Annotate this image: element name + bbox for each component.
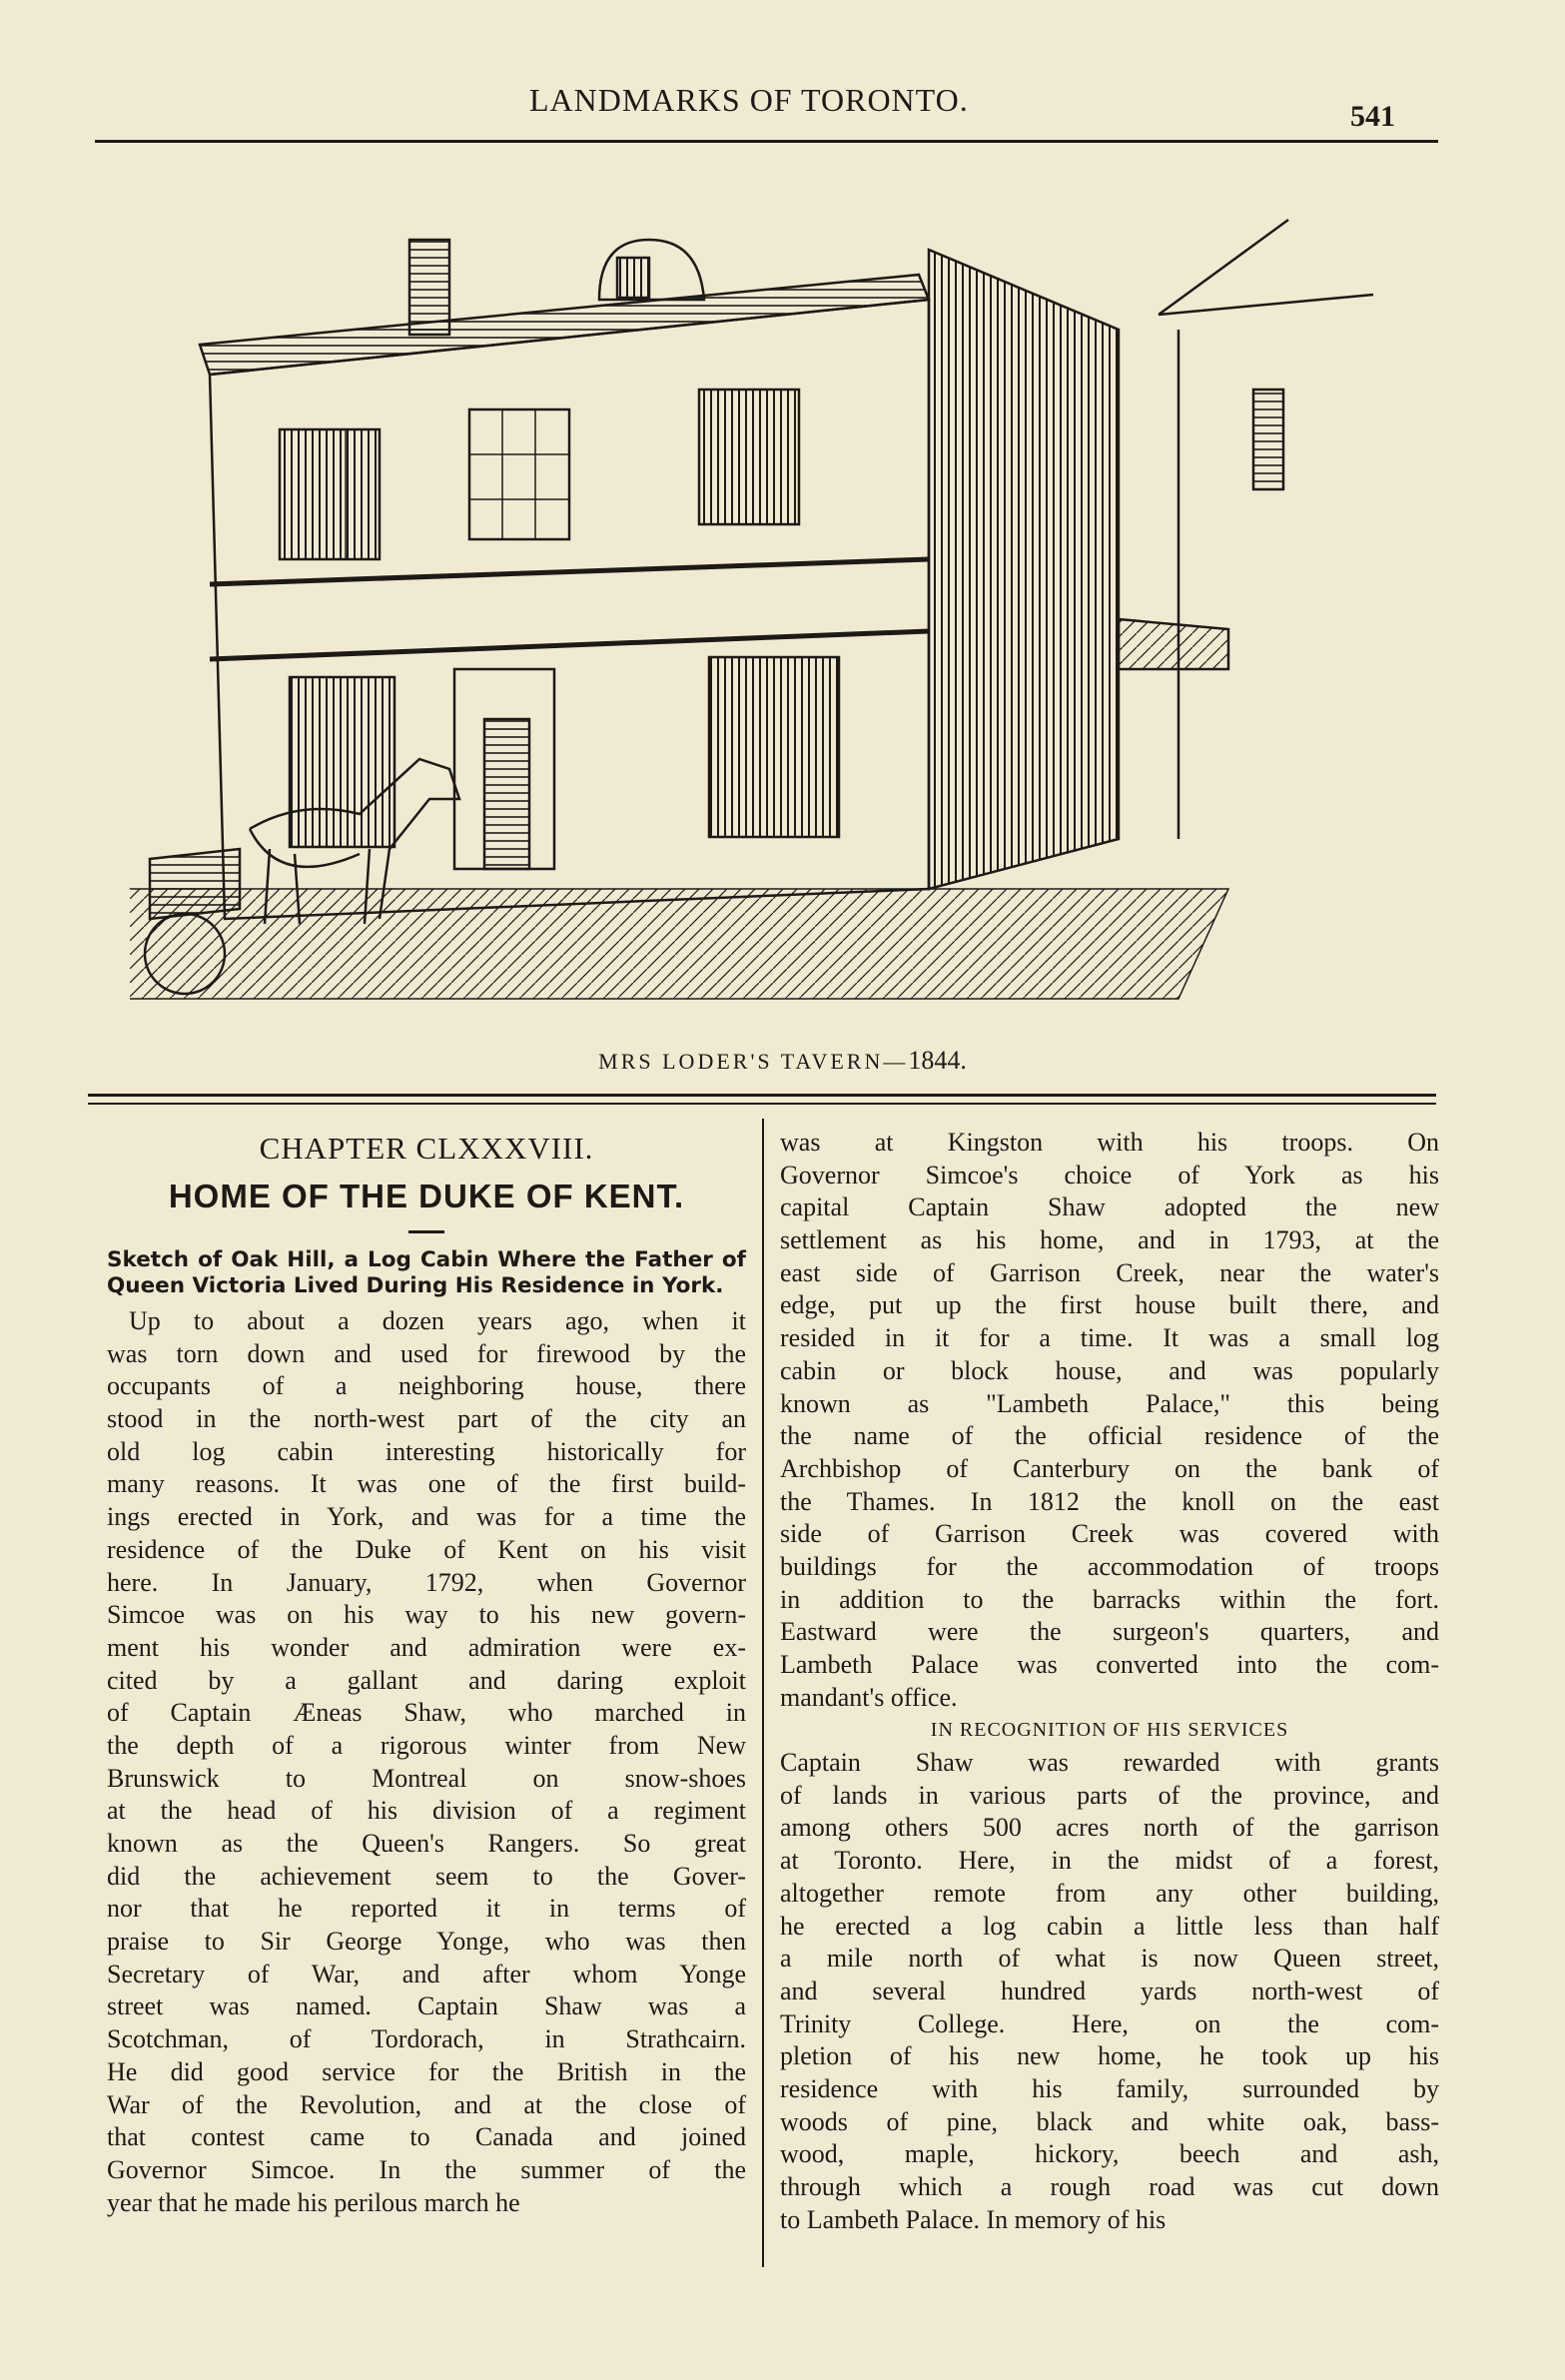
text-line: the name of the official residence of the xyxy=(780,1421,1439,1451)
text-line: east side of Garrison Creek, near the water's xyxy=(780,1257,1439,1287)
text-line: Scotchman, of Tordorach, in Strathcairn. xyxy=(107,2024,746,2054)
text-line: year that he made his perilous march he xyxy=(107,2187,520,2217)
text-line: pletion of his new home, he took up his xyxy=(780,2041,1439,2071)
text-line: a mile north of what is now Queen street, xyxy=(780,1944,1439,1974)
text-line: among others 500 acres north of the garrison xyxy=(780,1813,1439,1843)
text-line: and several hundred yards north-west of xyxy=(780,1976,1439,2005)
text-line: Trinity College. Here, on the com- xyxy=(780,2008,1439,2038)
text-line: edge, put up the first house built there, and xyxy=(780,1290,1439,1320)
text-line: Governor Simcoe's choice of York as his xyxy=(780,1160,1439,1190)
text-line: here. In January, 1792, when Governor xyxy=(107,1567,746,1597)
section-heading: IN RECOGNITION OF HIS SERVICES xyxy=(930,1719,1289,1742)
header-rule xyxy=(95,140,1438,143)
text-line: was torn down and used for firewood by the xyxy=(107,1338,746,1368)
section-rule-bottom xyxy=(88,1103,1436,1105)
text-line: Eastward were the surgeon's quarters, and xyxy=(780,1617,1439,1647)
right-column xyxy=(780,1127,1439,2236)
column-divider xyxy=(762,1119,764,2267)
text-line: cited by a gallant and daring exploit xyxy=(107,1665,746,1695)
text-line: old log cabin interesting historically for xyxy=(107,1436,746,1466)
caption-year: 1844. xyxy=(908,1046,967,1075)
text-line: residence with his family, surrounded by xyxy=(780,2073,1439,2103)
text-line: stood in the north-west part of the city an xyxy=(107,1404,746,1434)
text-line: at the head of his division of a regiment xyxy=(107,1796,746,1826)
text-line: many reasons. It was one of the first build- xyxy=(107,1469,746,1499)
chapter-title: HOME OF THE DUKE OF KENT. xyxy=(168,1178,685,1214)
text-line: occupants of a neighboring house, there xyxy=(107,1371,746,1401)
text-line: of lands in various parts of the province, and xyxy=(780,1780,1439,1810)
text-line: ment his wonder and admiration were ex- xyxy=(107,1632,746,1662)
text-line: Up to about a dozen years ago, when it xyxy=(129,1306,746,1335)
text-line: Secretary of War, and after whom Yonge xyxy=(107,1959,746,1988)
text-line: woods of pine, black and white oak, bass- xyxy=(780,2106,1439,2136)
tavern-illustration xyxy=(130,200,1378,1029)
text-line: Brunswick to Montreal on snow-shoes xyxy=(107,1763,746,1793)
text-line: Archbishop of Canterbury on the bank of xyxy=(780,1453,1439,1483)
right-body-text-a xyxy=(780,1127,1439,1714)
chapter-number: CHAPTER CLXXXVIII. xyxy=(259,1131,594,1166)
text-line: he erected a log cabin a little less than half xyxy=(780,1911,1439,1941)
figure-caption xyxy=(0,1046,1565,1076)
text-line: in addition to the barracks within the fort. xyxy=(780,1584,1439,1614)
text-line: was at Kingston with his troops. On xyxy=(780,1128,1439,1157)
text-line: altogether remote from any other building, xyxy=(780,1878,1439,1908)
text-line: Simcoe was on his way to his new govern- xyxy=(107,1600,746,1630)
text-line: wood, maple, hickory, beech and ash, xyxy=(780,2139,1439,2169)
text-line: capital Captain Shaw adopted the new xyxy=(780,1192,1439,1222)
left-column xyxy=(107,1127,746,2219)
text-line: nor that he reported it in terms of xyxy=(107,1894,746,1924)
running-head: LANDMARKS OF TORONTO. xyxy=(529,82,969,118)
text-line: side of Garrison Creek was covered with xyxy=(780,1519,1439,1549)
text-line: known as "Lambeth Palace," this being xyxy=(780,1388,1439,1418)
text-line: buildings for the accommodation of troops xyxy=(780,1551,1439,1581)
chapter-subheading: Sketch of Oak Hill, a Log Cabin Where the Father of Queen Victoria Lived During His Residence in York. xyxy=(107,1247,746,1298)
text-line: ings erected in York, and was for a time the xyxy=(107,1502,746,1532)
text-line: that contest came to Canada and joined xyxy=(107,2122,746,2152)
text-line: through which a rough road was cut down xyxy=(780,2172,1439,2201)
text-line: of Captain Æneas Shaw, who marched in xyxy=(107,1698,746,1728)
section-rule-top xyxy=(88,1094,1436,1097)
text-line: praise to Sir George Yonge, who was then xyxy=(107,1927,746,1957)
caption-name: MRS LODER'S TAVERN— xyxy=(598,1049,909,1074)
text-line: street was named. Captain Shaw was a xyxy=(107,1991,746,2021)
text-line: He did good service for the British in the xyxy=(107,2056,746,2086)
text-line: resided in it for a time. It was a small log xyxy=(780,1323,1439,1353)
text-line: the Thames. In 1812 the knoll on the east xyxy=(780,1486,1439,1516)
page-number: 541 xyxy=(1350,100,1395,133)
text-line: residence of the Duke of Kent on his visit xyxy=(107,1534,746,1564)
text-line: cabin or block house, and was popularly xyxy=(780,1355,1439,1385)
text-line: Governor Simcoe. In the summer of the xyxy=(107,2154,746,2184)
text-line: to Lambeth Palace. In memory of his xyxy=(780,2204,1167,2234)
text-line: settlement as his home, and in 1793, at the xyxy=(780,1225,1439,1255)
text-line: War of the Revolution, and at the close of xyxy=(107,2089,746,2119)
text-line: the depth of a rigorous winter from New xyxy=(107,1730,746,1760)
right-body-text-b xyxy=(780,1747,1439,2236)
left-body-text xyxy=(107,1305,746,2219)
text-line: Captain Shaw was rewarded with grants xyxy=(780,1748,1439,1778)
text-line: did the achievement seem to the Gover- xyxy=(107,1861,746,1891)
text-line: mandant's office. xyxy=(780,1682,958,1712)
text-line: at Toronto. Here, in the midst of a forest, xyxy=(780,1846,1439,1876)
title-rule xyxy=(408,1230,444,1233)
text-line: known as the Queen's Rangers. So great xyxy=(107,1829,746,1858)
text-line: Lambeth Palace was converted into the com- xyxy=(780,1650,1439,1679)
